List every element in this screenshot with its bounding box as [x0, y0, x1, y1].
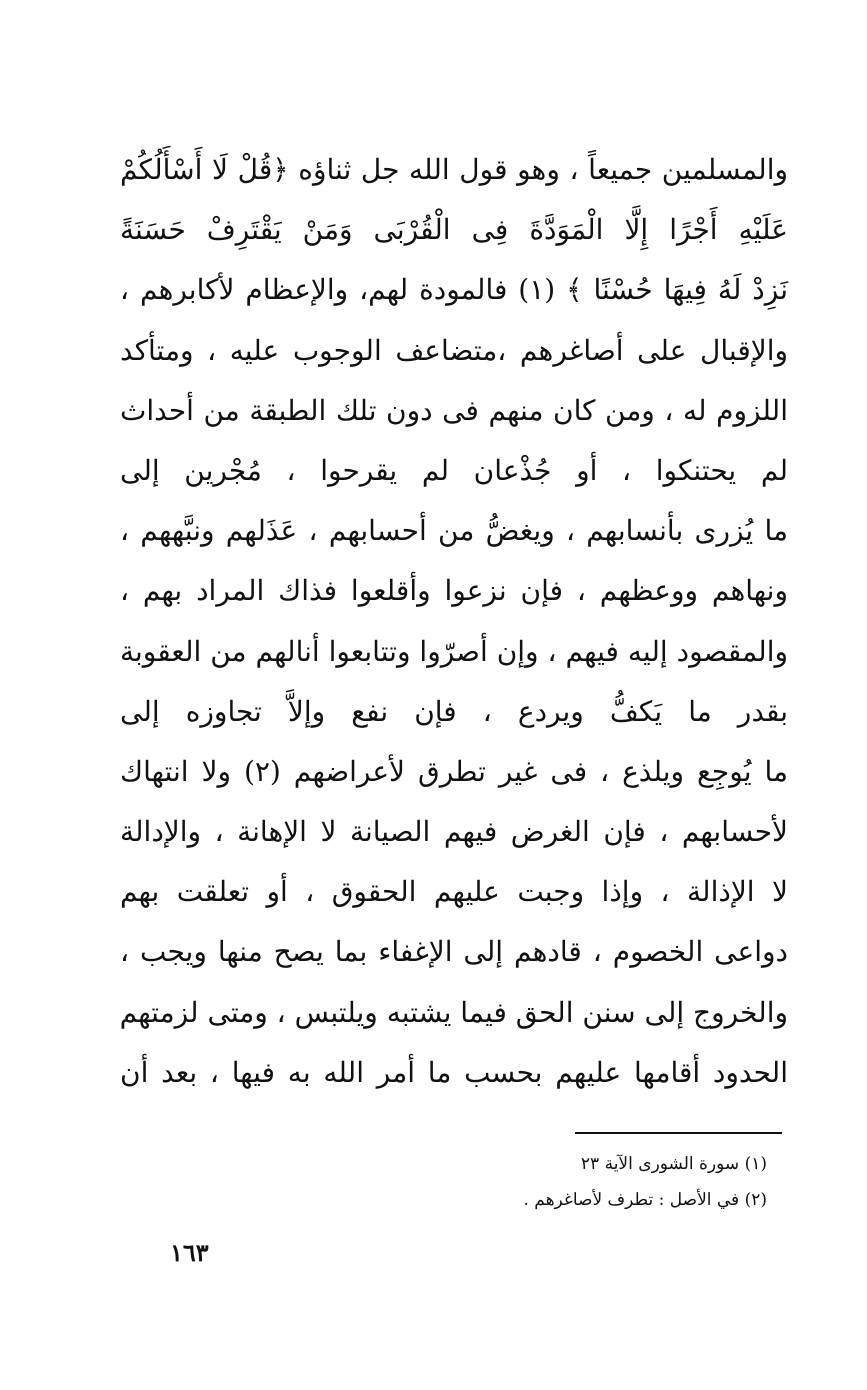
text-line: اللزوم له ، ومن كان منهم فى دون تلك الطبقة من أحداث — [120, 393, 788, 427]
page-number: ١٦٣ — [170, 1238, 209, 1267]
text-line: نَزِدْ لَهُ فِيهَا حُسْنًا ﴾ (١) فالمودة لهم، والإعظام لأكابرهم ، — [120, 273, 788, 307]
footnote-1: (١) سورة الشورى الآية ٢٣ — [580, 1154, 767, 1174]
footnote-separator — [575, 1132, 782, 1134]
text-line: لم يحتنكوا ، أو جُذْعان لم يقرحوا ، مُجْرين إلى — [120, 453, 788, 487]
text-line: بقدر ما يَكفُّ ويردع ، فإن نفع وإلاَّ تجاوزه إلى — [120, 694, 788, 728]
body-text — [120, 140, 788, 1103]
text-line: لأحسابهم ، فإن الغرض فيهم الصيانة لا الإهانة ، والإدالة — [120, 815, 788, 849]
footnote-2: (٢) في الأصل : تطرف لأصاغرهم . — [523, 1190, 767, 1210]
footnotes — [267, 1146, 767, 1218]
text-line: عَلَيْهِ أَجْرًا إِلَّا الْمَوَدَّةَ فِى الْقُرْبَى وَمَنْ يَقْتَرِفْ حَسَنَةً — [120, 213, 788, 247]
text-line: والخروج إلى سنن الحق فيما يشتبه ويلتبس ، ومتى لزمتهم — [119, 995, 788, 1029]
text-line: ما يُزرى بأنسابهم ، ويغضُّ من أحسابهم ، عَذَلهم ونبَّههم ، — [120, 514, 788, 548]
text-line: ما يُوجِع ويلذع ، فى غير تطرق لأعراضهم (٢) ولا انتهاك — [120, 754, 788, 788]
text-line: دواعى الخصوم ، قادهم إلى الإغفاء بما يصح منها ويجب ، — [120, 935, 788, 969]
text-line: والمقصود إليه فيهم ، وإن أصرّوا وتتابعوا أنالهم من العقوبة — [120, 634, 788, 668]
text-line: والمسلمين جميعاً ، وهو قول الله جل ثناؤه ﴿قُلْ لَا أَسْأَلُكُمْ — [120, 153, 788, 186]
text-line: الحدود أقامها عليهم بحسب ما أمر الله به فيها ، بعد أن — [120, 1055, 788, 1089]
text-line: ونهاهم ووعظهم ، فإن نزعوا وأقلعوا فذاك المراد بهم ، — [120, 574, 788, 608]
text-line: لا الإذالة ، وإذا وجبت عليهم الحقوق ، أو تعلقت بهم — [120, 875, 788, 909]
text-line: والإقبال على أصاغرهم ،متضاعف الوجوب عليه ، ومتأكد — [120, 333, 788, 367]
